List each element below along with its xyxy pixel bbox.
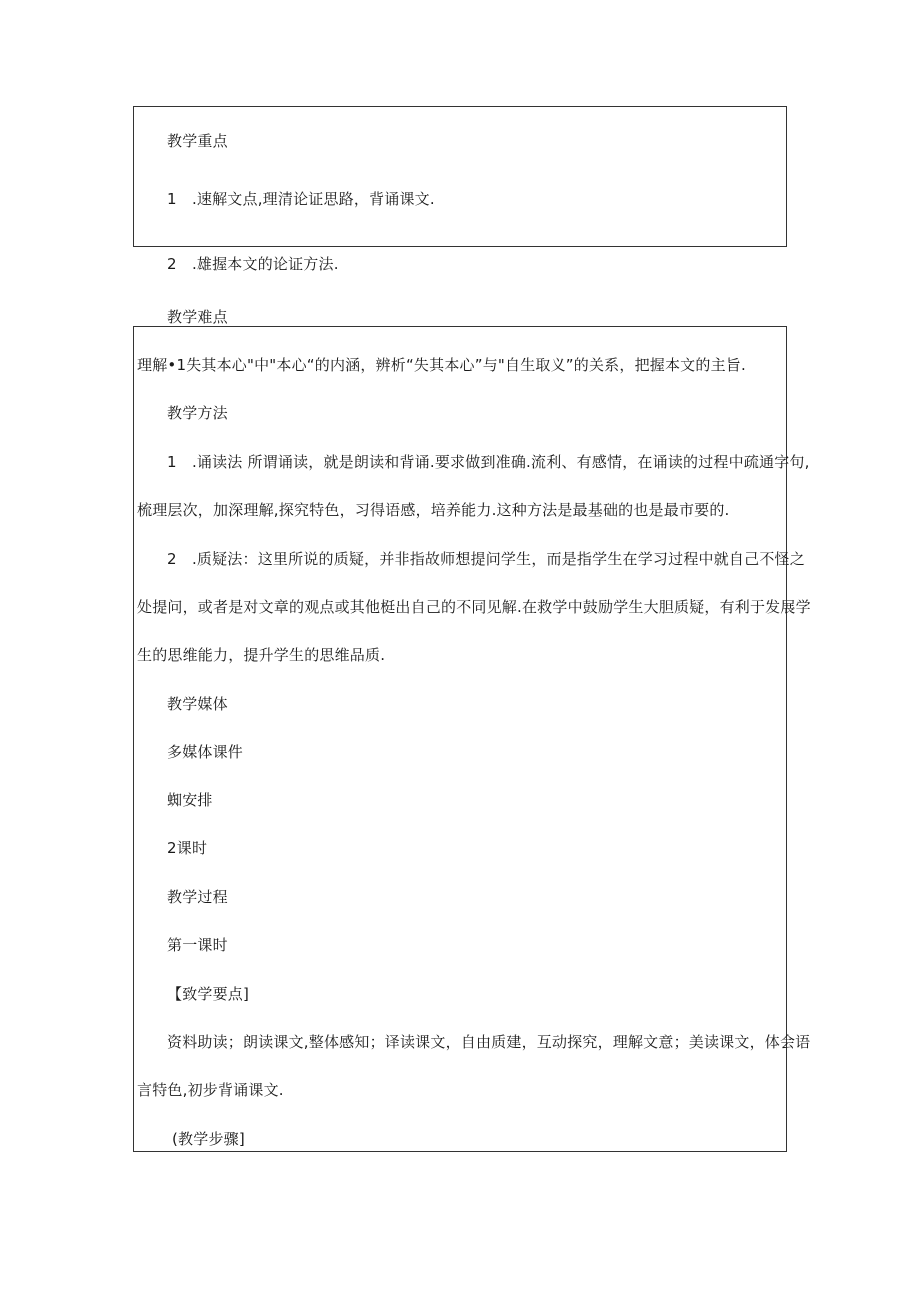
schedule-heading: 蜘安排: [167, 791, 213, 809]
method-1-line-1: 1 .诵读法 所谓诵读，就是朗读和背诵.要求做到准确.流利、有感情，在诵读的过程中疏通字句,: [167, 453, 810, 471]
schedule-text: 2课时: [167, 839, 208, 857]
teaching-process-heading: 教学过程: [167, 888, 228, 906]
key-points-box: [133, 106, 787, 247]
content-box: [133, 326, 787, 1152]
key-points-line-2: 言特色,初步背诵课文.: [137, 1081, 284, 1099]
key-points-heading: 【致学要点]: [167, 985, 250, 1003]
teaching-methods-heading: 教学方法: [167, 404, 228, 422]
media-text: 多媒体课件: [167, 743, 244, 761]
method-2-line-2: 处提问，或者是对文章的观点或其他梃出自己的不同见解.在救学中鼓励学生大胆质疑，有利于发展学: [137, 598, 811, 616]
teaching-media-heading: 教学媒体: [167, 695, 228, 713]
teaching-focus-heading: 教学重点: [167, 132, 228, 150]
method-2-line-1: 2 .质疑法：这里所说的质疑，并非指故师想提问学生，而是指学生在学习过程中就自己不怪之: [167, 550, 805, 568]
teaching-difficulty-heading: 教学难点: [167, 308, 228, 326]
method-1-line-2: 梳理层次，加深理解,探究特色，习得语感，培养能力.这种方法是最基础的也是最市要的.: [137, 501, 730, 519]
focus-item-1: 1 .速解文点,理清论证思路，背诵课文.: [167, 190, 435, 208]
key-points-line-1: 资料助读；朗读课文,整体感知；译读课文，自由质建，互动探究，理解文意；美读课文，体会语: [167, 1033, 811, 1051]
method-2-line-3: 生的思维能力，提升学生的思维品质.: [137, 646, 386, 664]
first-lesson-heading: 第一课时: [167, 936, 228, 954]
focus-item-2: 2 .雄握本文的论证方法.: [167, 255, 339, 273]
teaching-steps-heading: (教学步骤]: [172, 1130, 245, 1148]
difficulty-text: 理解•1失其本心"中"本心“的内涵，辨析“失其本心”与"自生取义”的关系，把握本文的主旨.: [137, 356, 746, 374]
